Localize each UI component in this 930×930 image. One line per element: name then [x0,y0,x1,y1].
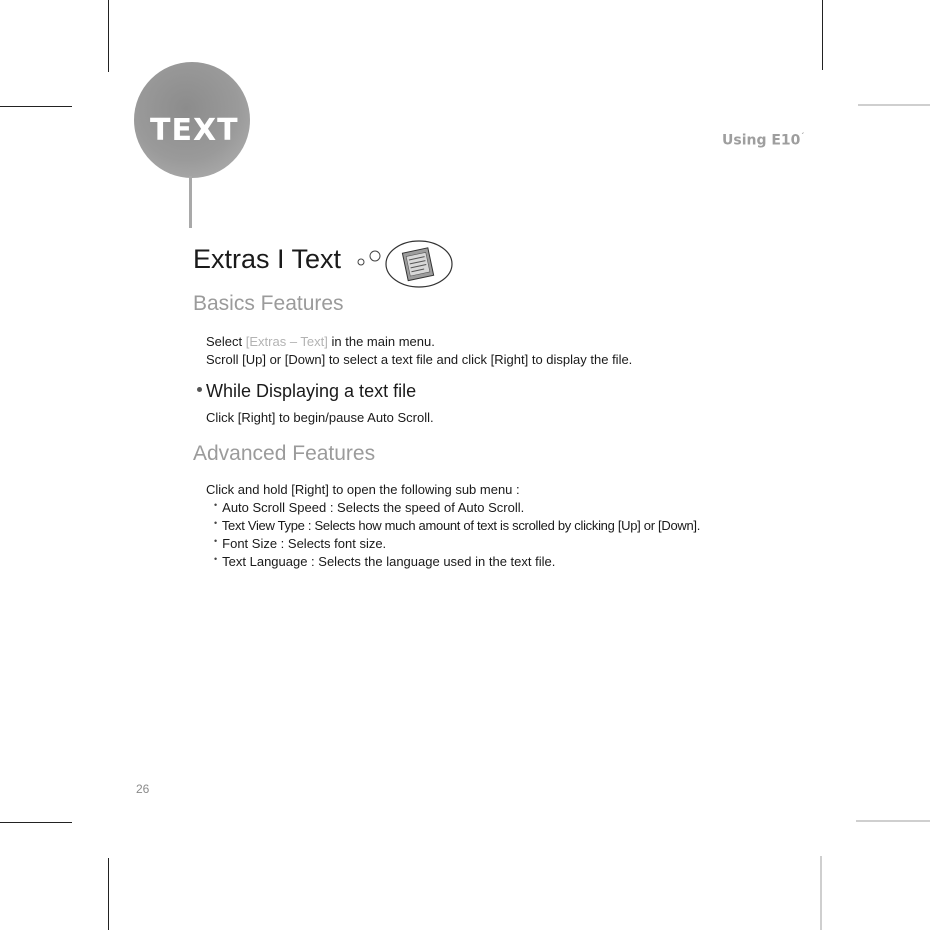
bullet-icon: • [214,500,218,510]
running-title [722,132,804,149]
running-title-text: Using E10 [722,132,801,149]
list-item [214,536,386,551]
crop-mark-bottom-left-horizontal [0,822,72,823]
page-number: 26 [136,782,150,796]
list-item [214,554,555,569]
chapter-badge-label: TEXT [150,113,239,148]
chapter-badge-tail [189,176,192,228]
bullet-icon: • [214,536,218,546]
thought-bubble-notepad-icon [355,238,455,290]
list-item-text: Auto Scroll Speed : Selects the speed of Auto Scroll. [222,500,525,515]
list-item-text: Font Size : Selects font size. [222,536,387,551]
basics-line-1 [206,334,435,349]
advanced-heading: Advanced Features [193,442,376,465]
running-title-mark: ´ [800,132,805,141]
list-item [214,500,524,515]
basics-heading: Basics Features [193,292,344,315]
displaying-heading-text: While Displaying a text file [206,381,417,401]
list-item-text: Text View Type : Selects how much amount of text is scrolled by clicking [Up] or [Down]. [221,518,701,533]
list-item [214,518,700,533]
bullet-icon: • [214,518,217,528]
crop-mark-top-left-horizontal [0,106,72,107]
basics-line-1-pre: Select [206,334,246,349]
list-item-text: Text Language : Selects the language used in the text file. [222,554,556,569]
crop-mark-top-right-horizontal [858,104,930,106]
displaying-line: Click [Right] to begin/pause Auto Scroll. [206,410,434,425]
crop-mark-top-right-vertical [822,0,823,70]
basics-line-1-post: in the main menu. [327,334,435,349]
menu-path: [Extras – Text] [245,334,328,349]
bullet-dot-icon [197,387,202,392]
displaying-heading [197,381,416,402]
crop-mark-top-left-vertical [108,0,109,72]
basics-line-2: Scroll [Up] or [Down] to select a text file and click [Right] to display the file. [206,352,633,367]
crop-mark-bottom-right-vertical [820,856,822,930]
crop-mark-bottom-right-horizontal [856,820,930,822]
advanced-intro: Click and hold [Right] to open the following sub menu : [206,482,520,497]
crop-mark-bottom-left-vertical [108,858,109,930]
page-title: Extras I Text [193,244,342,274]
bullet-icon: • [214,554,218,564]
